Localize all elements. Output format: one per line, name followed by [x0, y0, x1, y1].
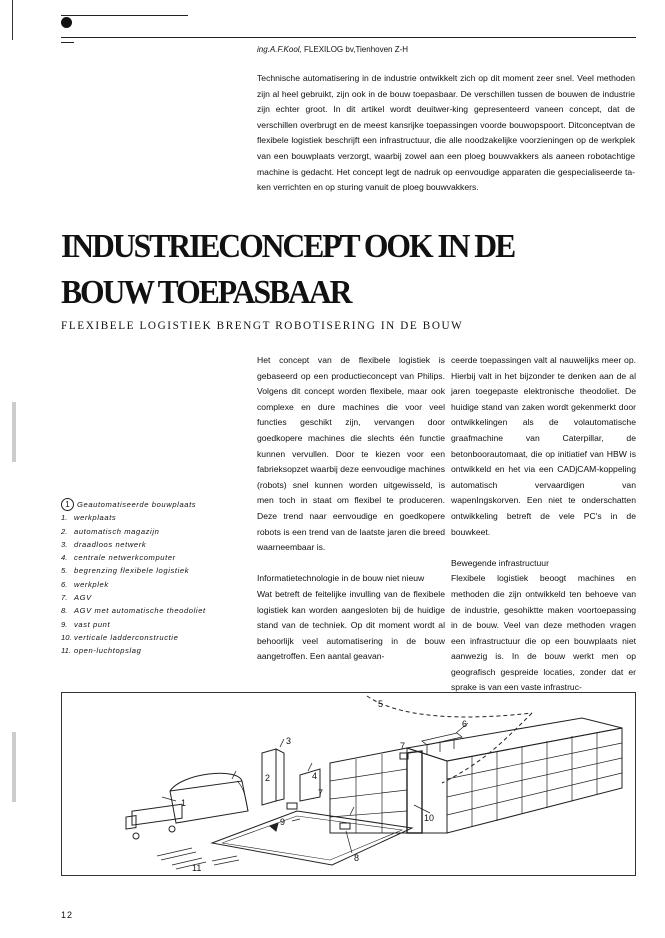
article-title: INDUSTRIECONCEPT OOK IN DE BOUW TOEPASBAAR	[61, 228, 515, 311]
building-side	[447, 728, 622, 833]
scan-edge-mark	[12, 732, 16, 802]
diagram-label-7: 7	[400, 741, 406, 751]
section-heading: Bewegende infrastructuur	[451, 557, 549, 568]
legend-item	[61, 578, 251, 591]
column2-paragraph: ceerde toepassingen valt al nauwelijks meer op. Hierbij valt in het bijzonder te denken aan de al jaren toegepaste elektronische theodoliet. De huidige stand van zaken wordt gekenmerkt door ontwikkelingen als de volautomatische graafmachine van Caterpillar, de betonboorautomaat, die op initiatief van HBW is ontwikkeld en het via een CADjCAM-koppeling automatisch vervaardigen van wapenIngskorven. Een niet te onderschatten ontwikkeling betreft de vele PC's in de bouwkeet.	[451, 355, 636, 537]
column1-paragraph: Wat betreft de feitelijke invulling van de flexibele logistiek kan worden aangesloten bij de huidige stand van de techniek. Op dit moment wordt al behoorlijk veel automatisering in de bouw aangetroffen. Een aantal geavan-	[257, 588, 445, 662]
legend-item-number: 5.	[61, 566, 68, 576]
legend-item	[61, 564, 251, 577]
column2-paragraph: Flexibele logistiek beoogt machines en methoden die zijn ontwikkeld ten behoeve van de industrie, gesohiktte maken voortoepassing in de bouw. Veel van deze methoden vragen een infrastructuur die op een bouwplaats niet aanwezig is. In de bouw werkt men op geografisch gespreide locaties, zonder dat er sprake is van een vaste infrastruc-	[451, 573, 636, 693]
author-line	[257, 45, 408, 54]
legend-item-text: verticale ladderconstructie	[74, 632, 179, 642]
legend-item-number: 2.	[61, 526, 68, 536]
legend-item-text: automatisch magazijn	[74, 526, 160, 536]
text-column-2	[451, 353, 636, 696]
legend-item-number: 7.	[61, 593, 68, 603]
legend-item-number: 6.	[61, 579, 68, 589]
legend-item	[61, 551, 251, 564]
author-organization: FLEXILOG bv,Tienhoven Z-H	[304, 45, 409, 54]
diagram-label-3: 3	[286, 736, 292, 746]
text-column-1	[257, 353, 445, 665]
fixed-point	[270, 823, 278, 831]
diagram-drawing	[62, 693, 635, 875]
legend-item-text: open-luchtopslag	[74, 646, 142, 656]
diagram-label-6: 6	[462, 719, 468, 729]
legend-item-number: 3.	[61, 539, 68, 549]
legend-item-text: werkplek	[74, 579, 109, 589]
legend-item	[61, 644, 251, 657]
figure-legend	[61, 498, 251, 658]
section-heading: Informatietechnologie in de bouw niet nieuw	[257, 573, 425, 584]
wireless-antenna	[232, 739, 354, 815]
legend-item	[61, 618, 251, 631]
legend-item-text: vast punt	[74, 619, 111, 629]
legend-items	[61, 511, 251, 657]
agv	[287, 803, 297, 809]
building-front	[330, 748, 407, 833]
legend-item	[61, 591, 251, 604]
legend-caption-text: Geautomatiseerde bouwplaats	[77, 500, 197, 509]
legend-item-number: 8.	[61, 606, 68, 616]
ladder-construction	[407, 751, 422, 833]
column1-paragraph: Het concept van de flexibele logistiek is gebaseerd op een productieconcept van Philips. Volgens dit concept worden flexibele, maar ook complexe en dure machines die voor veel functies geschikt zijn, vervangen door goedkopere machines die slechts één functie kunnen vervullen. Door te kiezen voor een fabrieksopzet waarbij deze eenvoudige machines (robots) snel kunnen worden uitgewisseld, is men toch in staat om flexibel te produceren. Deze trend naar eenvoudige en goedkopere robots is een trend van de laatste jaren die breed waarneembaar is.	[257, 355, 445, 553]
legend-item-text: AGV	[74, 593, 92, 603]
header-rule-short	[61, 15, 188, 16]
legend-item-number: 4.	[61, 553, 68, 563]
legend-item-text: centrale netwerkcomputer	[74, 553, 176, 563]
legend-item-number: 1.	[61, 513, 68, 523]
diagram-label-2: 2	[265, 773, 271, 783]
header-rule	[61, 37, 636, 38]
legend-item-text: AGV met automatische theodoliet	[74, 606, 206, 616]
diagram-label-1: 1	[181, 798, 187, 808]
scan-edge-mark	[12, 402, 16, 462]
legend-item	[61, 631, 251, 644]
legend-item-text: werkplaats	[74, 513, 117, 523]
diagram-label-9: 9	[280, 817, 286, 827]
building-top	[407, 718, 622, 761]
legend-item-text: draadloos netwerk	[74, 539, 147, 549]
diagram-label-11: 11	[192, 863, 202, 873]
diagram-label-4: 4	[312, 771, 318, 781]
construction-site-diagram	[61, 692, 636, 876]
intro-paragraph: Technische automatisering in de industrie ontwikkelt zich op dit moment zeer snel. Veel methoden zijn al heel gebruikt, zijn ook in de bouw toepasbaar. De verschillen tussen de bouwen de industrie zijn echter groot. In dit artikel wordt deuitwer-king gepresenteerd vaneen concept, dat de verschillen overbrugt en de meest kansrijke toepassingen voorde bouwopspoort. Ditconceptvan de flexibele logistiek beschrijft een infrastructuur, die alle noodzakelijke voorzieningen op de werkplek van een bouwplaats verzorgt, waarbij zowel aan een ploeg bouwvakkers als aaneen robotachtige machine is gedacht. Het concept legt de nadruk op eenvoudige apparaten die gespecialiseerde ta-ken verrichten en op sturing vanuit de ploeg bouwvakkers.	[257, 73, 635, 193]
legend-item	[61, 538, 251, 551]
author-name: ing.A.F.Kool,	[257, 45, 302, 54]
legend-item-number: 9.	[61, 619, 68, 629]
article-subtitle: FLEXIBELE LOGISTIEK BRENGT ROBOTISERING IN DE BOUW	[61, 320, 464, 332]
legend-item	[61, 525, 251, 538]
logistics-boundary	[367, 696, 532, 717]
diagram-label-5: 5	[378, 699, 384, 709]
page-number: 12	[61, 910, 74, 920]
diagram-label-7: 7	[318, 788, 324, 798]
margin-rule	[12, 0, 13, 40]
legend-caption	[61, 498, 251, 511]
legend-item	[61, 511, 251, 524]
legend-item-number: 11.	[61, 646, 71, 656]
header-bullet	[61, 17, 72, 28]
header-dash	[61, 42, 74, 43]
legend-item	[61, 604, 251, 617]
agv-theodolite	[340, 823, 350, 829]
legend-item-text: begrenzing flexibele logistiek	[74, 566, 190, 576]
diagram-label-10: 10	[424, 813, 435, 823]
diagram-label-8: 8	[354, 853, 360, 863]
legend-item-number: 10.	[61, 632, 72, 642]
figure-number-badge: 1	[61, 498, 74, 511]
